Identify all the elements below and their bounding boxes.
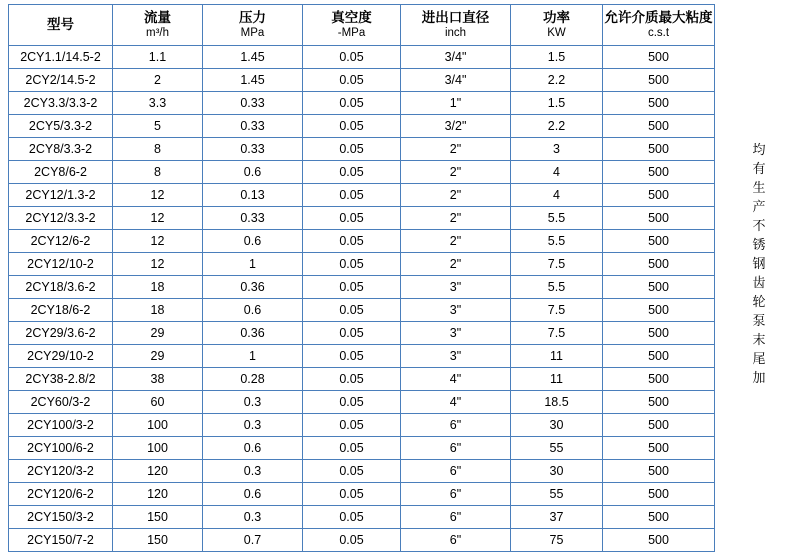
- table-cell: 4: [511, 184, 603, 207]
- table-cell: 0.3: [203, 391, 303, 414]
- column-header-power: [511, 5, 603, 46]
- column-header-model-label: 型号: [47, 16, 74, 32]
- table-cell: 0.33: [203, 138, 303, 161]
- table-cell: 0.3: [203, 506, 303, 529]
- table-cell: 3/4": [401, 69, 511, 92]
- table-cell: 0.3: [203, 460, 303, 483]
- column-header-port-diameter-unit: inch: [444, 26, 467, 39]
- table-cell: 2": [401, 184, 511, 207]
- table-cell: 11: [511, 345, 603, 368]
- table-cell: 2CY12/10-2: [9, 253, 113, 276]
- table-cell: 1: [203, 345, 303, 368]
- table-row: [9, 414, 715, 437]
- table-cell: 12: [113, 184, 203, 207]
- table-cell: 2CY8/3.3-2: [9, 138, 113, 161]
- table-cell: 500: [603, 184, 715, 207]
- table-row: [9, 483, 715, 506]
- table-cell: 0.05: [303, 207, 401, 230]
- table-cell: 500: [603, 506, 715, 529]
- table-cell: 2CY60/3-2: [9, 391, 113, 414]
- table-cell: 0.6: [203, 230, 303, 253]
- column-header-model: [9, 5, 113, 46]
- side-note-char: 钢: [752, 256, 766, 271]
- side-note-char: 泵: [752, 313, 766, 328]
- table-cell: 2CY100/6-2: [9, 437, 113, 460]
- table-cell: 2CY29/3.6-2: [9, 322, 113, 345]
- table-cell: 0.6: [203, 437, 303, 460]
- table-cell: 2CY38-2.8/2: [9, 368, 113, 391]
- table-cell: 7.5: [511, 299, 603, 322]
- table-cell: 2": [401, 138, 511, 161]
- table-cell: 0.3: [203, 414, 303, 437]
- table-cell: 3": [401, 345, 511, 368]
- table-cell: 2": [401, 161, 511, 184]
- table-cell: 6": [401, 529, 511, 552]
- table-cell: 12: [113, 230, 203, 253]
- table-cell: 0.05: [303, 46, 401, 69]
- table-cell: 2": [401, 207, 511, 230]
- table-cell: 3": [401, 276, 511, 299]
- column-header-vacuum-label: 真空度: [331, 10, 372, 26]
- table-cell: 1: [203, 253, 303, 276]
- table-cell: 7.5: [511, 253, 603, 276]
- table-cell: 1.5: [511, 46, 603, 69]
- table-cell: 6": [401, 414, 511, 437]
- table-cell: 0.05: [303, 184, 401, 207]
- table-cell: 2CY120/3-2: [9, 460, 113, 483]
- table-cell: 500: [603, 437, 715, 460]
- table-cell: 500: [603, 276, 715, 299]
- table-cell: 2CY5/3.3-2: [9, 115, 113, 138]
- table-cell: 4": [401, 391, 511, 414]
- table-cell: 30: [511, 460, 603, 483]
- table-cell: 500: [603, 138, 715, 161]
- table-cell: 0.28: [203, 368, 303, 391]
- pump-specification-table: [8, 4, 715, 552]
- table-cell: 6": [401, 437, 511, 460]
- table-cell: 500: [603, 161, 715, 184]
- table-cell: 30: [511, 414, 603, 437]
- side-note-char: 不: [752, 218, 766, 233]
- table-cell: 0.05: [303, 529, 401, 552]
- table-cell: 2.2: [511, 69, 603, 92]
- table-cell: 150: [113, 506, 203, 529]
- table-row: [9, 69, 715, 92]
- table-cell: 1": [401, 92, 511, 115]
- table-cell: 6": [401, 460, 511, 483]
- table-cell: 5: [113, 115, 203, 138]
- column-header-pressure: [203, 5, 303, 46]
- table-cell: 0.05: [303, 276, 401, 299]
- table-cell: 0.7: [203, 529, 303, 552]
- table-row: [9, 253, 715, 276]
- table-cell: 500: [603, 92, 715, 115]
- column-header-port-diameter: [401, 5, 511, 46]
- table-cell: 500: [603, 483, 715, 506]
- table-cell: 12: [113, 253, 203, 276]
- table-cell: 0.33: [203, 115, 303, 138]
- table-cell: 12: [113, 207, 203, 230]
- table-row: [9, 368, 715, 391]
- table-cell: 8: [113, 138, 203, 161]
- table-cell: 0.36: [203, 276, 303, 299]
- table-cell: 2": [401, 230, 511, 253]
- table-cell: 8: [113, 161, 203, 184]
- table-cell: 500: [603, 460, 715, 483]
- table-cell: 0.13: [203, 184, 303, 207]
- table-cell: 2CY3.3/3.3-2: [9, 92, 113, 115]
- table-row: [9, 46, 715, 69]
- table-cell: 2CY2/14.5-2: [9, 69, 113, 92]
- table-cell: 0.05: [303, 230, 401, 253]
- table-cell: 1.45: [203, 69, 303, 92]
- column-header-vacuum: [303, 5, 401, 46]
- table-cell: 37: [511, 506, 603, 529]
- table-cell: 0.33: [203, 207, 303, 230]
- table-row: [9, 138, 715, 161]
- column-header-max-viscosity: [603, 5, 715, 46]
- table-cell: 60: [113, 391, 203, 414]
- table-cell: 0.05: [303, 69, 401, 92]
- side-note: [748, 140, 770, 387]
- table-cell: 2CY12/1.3-2: [9, 184, 113, 207]
- table-row: [9, 299, 715, 322]
- table-cell: 3: [511, 138, 603, 161]
- table-cell: 0.05: [303, 391, 401, 414]
- table-cell: 0.05: [303, 115, 401, 138]
- column-header-max-viscosity-unit: c.s.t: [647, 26, 670, 39]
- table-cell: 500: [603, 299, 715, 322]
- table-cell: 3/2": [401, 115, 511, 138]
- table-cell: 0.05: [303, 322, 401, 345]
- table-cell: 500: [603, 368, 715, 391]
- table-cell: 1.1: [113, 46, 203, 69]
- side-note-char: 加: [752, 370, 766, 385]
- column-header-power-label: 功率: [543, 10, 570, 26]
- table-header: [9, 5, 715, 46]
- table-cell: 500: [603, 414, 715, 437]
- table-row: [9, 184, 715, 207]
- table-cell: 2CY18/3.6-2: [9, 276, 113, 299]
- column-header-pressure-unit: MPa: [240, 26, 265, 39]
- table-cell: 3/4": [401, 46, 511, 69]
- table-cell: 0.33: [203, 92, 303, 115]
- table-cell: 500: [603, 529, 715, 552]
- table-row: [9, 230, 715, 253]
- table-cell: 3": [401, 322, 511, 345]
- table-row: [9, 207, 715, 230]
- table-cell: 2CY12/3.3-2: [9, 207, 113, 230]
- table-cell: 1.5: [511, 92, 603, 115]
- column-header-flow-unit: m³/h: [146, 26, 169, 39]
- table-cell: 100: [113, 437, 203, 460]
- table-row: [9, 276, 715, 299]
- table-cell: 2: [113, 69, 203, 92]
- table-cell: 500: [603, 391, 715, 414]
- table-cell: 0.05: [303, 460, 401, 483]
- side-note-char: 产: [752, 199, 766, 214]
- table-cell: 500: [603, 345, 715, 368]
- table-cell: 55: [511, 437, 603, 460]
- table-cell: 0.6: [203, 483, 303, 506]
- table-cell: 0.05: [303, 506, 401, 529]
- table-cell: 2CY12/6-2: [9, 230, 113, 253]
- table-cell: 0.05: [303, 437, 401, 460]
- table-cell: 500: [603, 69, 715, 92]
- side-note-char: 末: [752, 332, 766, 347]
- table-cell: 18.5: [511, 391, 603, 414]
- table-cell: 0.05: [303, 299, 401, 322]
- table-cell: 150: [113, 529, 203, 552]
- table-cell: 5.5: [511, 207, 603, 230]
- table-cell: 5.5: [511, 276, 603, 299]
- table-row: [9, 115, 715, 138]
- table-cell: 3.3: [113, 92, 203, 115]
- table-cell: 38: [113, 368, 203, 391]
- table-cell: 55: [511, 483, 603, 506]
- column-header-port-diameter-label: 进出口直径: [421, 10, 490, 26]
- table-cell: 500: [603, 230, 715, 253]
- table-row: [9, 391, 715, 414]
- column-header-pressure-label: 压力: [239, 10, 266, 26]
- table-cell: 11: [511, 368, 603, 391]
- column-header-flow: [113, 5, 203, 46]
- table-cell: 0.6: [203, 299, 303, 322]
- table-cell: 4": [401, 368, 511, 391]
- table-cell: 2CY29/10-2: [9, 345, 113, 368]
- table-body: [9, 46, 715, 552]
- table-cell: 18: [113, 299, 203, 322]
- table-row: [9, 161, 715, 184]
- side-note-char: 齿: [752, 275, 766, 290]
- column-header-max-viscosity-label: 允许介质最大粘度: [604, 10, 713, 26]
- table-cell: 120: [113, 460, 203, 483]
- side-note-char: 均: [752, 142, 766, 157]
- table-row: [9, 460, 715, 483]
- table-cell: 1.45: [203, 46, 303, 69]
- table-cell: 2CY120/6-2: [9, 483, 113, 506]
- table-cell: 2CY1.1/14.5-2: [9, 46, 113, 69]
- table-cell: 0.05: [303, 345, 401, 368]
- table-header-row: [9, 5, 715, 46]
- side-note-char: 生: [752, 180, 766, 195]
- column-header-flow-label: 流量: [144, 10, 171, 26]
- table-cell: 0.05: [303, 253, 401, 276]
- table-cell: 7.5: [511, 322, 603, 345]
- table-cell: 29: [113, 322, 203, 345]
- table-cell: 0.05: [303, 138, 401, 161]
- table-cell: 2.2: [511, 115, 603, 138]
- column-header-power-unit: KW: [547, 26, 566, 39]
- table-cell: 29: [113, 345, 203, 368]
- table-cell: 3": [401, 299, 511, 322]
- table-row: [9, 506, 715, 529]
- table-cell: 500: [603, 115, 715, 138]
- table-cell: 2": [401, 253, 511, 276]
- table-row: [9, 345, 715, 368]
- table-cell: 0.36: [203, 322, 303, 345]
- table-cell: 5.5: [511, 230, 603, 253]
- table-cell: 0.05: [303, 483, 401, 506]
- table-cell: 0.05: [303, 92, 401, 115]
- column-header-vacuum-unit: -MPa: [337, 26, 366, 39]
- table-cell: 2CY150/3-2: [9, 506, 113, 529]
- side-note-char: 轮: [752, 294, 766, 309]
- table-cell: 2CY18/6-2: [9, 299, 113, 322]
- table-cell: 0.05: [303, 368, 401, 391]
- table-cell: 100: [113, 414, 203, 437]
- table-cell: 500: [603, 322, 715, 345]
- table-cell: 2CY100/3-2: [9, 414, 113, 437]
- table-row: [9, 322, 715, 345]
- table-cell: 2CY8/6-2: [9, 161, 113, 184]
- table-cell: 18: [113, 276, 203, 299]
- side-note-char: 尾: [752, 351, 766, 366]
- table-row: [9, 437, 715, 460]
- table-row: [9, 92, 715, 115]
- table-cell: 2CY150/7-2: [9, 529, 113, 552]
- side-note-char: 锈: [752, 237, 766, 252]
- table-cell: 500: [603, 253, 715, 276]
- table-cell: 0.05: [303, 161, 401, 184]
- table-cell: 0.6: [203, 161, 303, 184]
- side-note-char: 有: [752, 161, 766, 176]
- table-cell: 4: [511, 161, 603, 184]
- table-cell: 120: [113, 483, 203, 506]
- table-cell: 6": [401, 506, 511, 529]
- table-row: [9, 529, 715, 552]
- table-cell: 6": [401, 483, 511, 506]
- table-cell: 500: [603, 46, 715, 69]
- table-cell: 0.05: [303, 414, 401, 437]
- table-cell: 500: [603, 207, 715, 230]
- table-cell: 75: [511, 529, 603, 552]
